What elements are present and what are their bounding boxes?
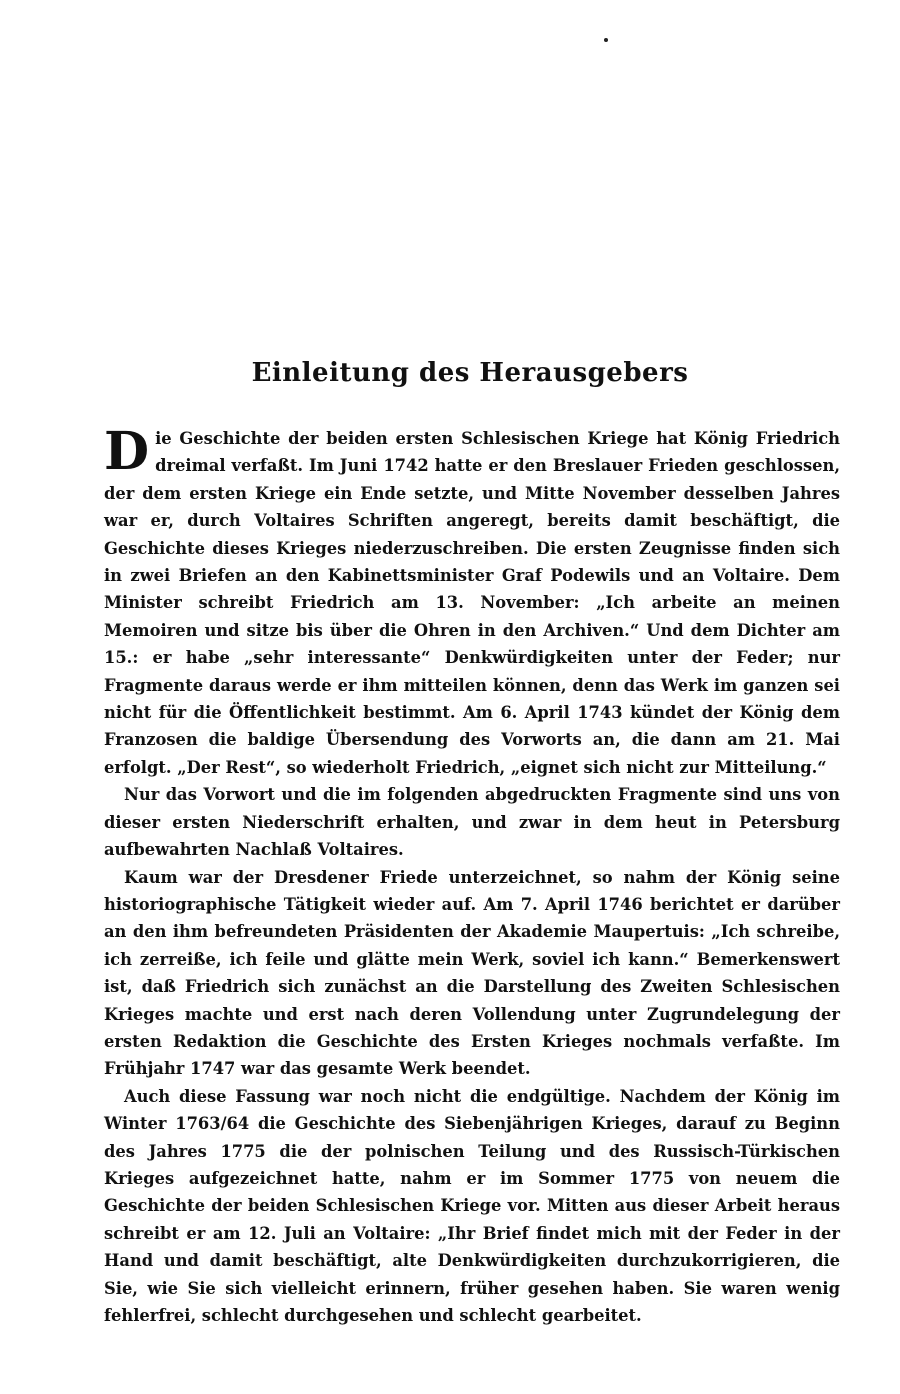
paragraph-1 <box>104 421 840 781</box>
paragraph-1-text: ie Geschichte der beiden ersten Schlesischen Kriege hat König Friedrich dreimal verfaßt. Im Juni 1742 hatte er den Breslauer Frieden geschlossen, der dem ersten Kriege ein Ende setzte, und Mitte November desselben Jahres war er, durch Voltaires Schriften angeregt, bereits damit beschäftigt, die Geschichte dieses Krieges niederzuschreiben. Die ersten Zeugnisse finden sich in zwei Briefen an den Kabinettsminister Graf Podewils und an Voltaire. Dem Minister schreibt Friedrich am 13. November: „Ich arbeite an meinen Memoiren und sitze bis über die Ohren in den Archiven.“ Und dem Dichter am 15.: er habe „sehr interessante“ Denkwürdigkeiten unter der Feder; nur Fragmente daraus werde er ihm mitteilen können, denn das Werk im ganzen sei nicht für die Öffentlichkeit bestimmt. Am 6. April 1743 kündet der König dem Franzosen die baldige Übersendung des Vorworts an, die dann am 21. Mai erfolgt. „Der Rest“, so wiederholt Friedrich, „eignet sich nicht zur Mitteilung.“ <box>104 429 840 777</box>
paragraph-3: Kaum war der Dresdener Friede unterzeichnet, so nahm der König seine historiographische Tätigkeit wieder auf. Am 7. April 1746 berichtet er darüber an den ihm befreundeten Präsidenten der Akademie Maupertuis: „Ich schreibe, ich zerreiße, ich feile und glätte mein Werk, soviel ich kann.“ Bemerkenswert ist, daß Friedrich sich zunächst an die Darstellung des Zweiten Schlesischen Krieges machte und erst nach deren Vollendung unter Zugrundelegung der ersten Redaktion die Geschichte des Ersten Krieges nochmals verfaßte. Im Frühjahr 1747 war das gesamte Werk beendet. <box>104 867 840 1079</box>
print-speck <box>604 38 608 42</box>
paragraph-4: Auch diese Fassung war noch nicht die endgültige. Nachdem der König im Winter 1763/64 die Geschichte des Siebenjährigen Krieges, darauf zu Beginn des Jahres 1775 die der polnischen Teilung und des Russisch-Türkischen Krieges aufgezeichnet hatte, nahm er im Sommer 1775 von neuem die Geschichte der beiden Schlesischen Kriege vor. Mitten aus dieser Arbeit heraus schreibt er am 12. Juli an Voltaire: „Ihr Brief findet mich mit der Feder in der Hand und damit beschäftigt, alte Denkwürdigkeiten durchzukorrigieren, die Sie, wie Sie sich vielleicht erinnern, früher gesehen haben. Sie waren wenig fehlerfrei, schlecht durchgesehen und schlecht gearbeitet. <box>104 1086 840 1325</box>
chapter-heading: Einleitung des Herausgebers <box>251 358 689 388</box>
body-text <box>104 421 840 1329</box>
paragraph-2: Nur das Vorwort und die im folgenden abgedruckten Fragmente sind uns von dieser ersten Niederschrift erhalten, und zwar in dem heut in Petersburg aufbewahrten Nachlaß Voltaires. <box>104 785 840 860</box>
drop-cap: D <box>104 421 150 482</box>
